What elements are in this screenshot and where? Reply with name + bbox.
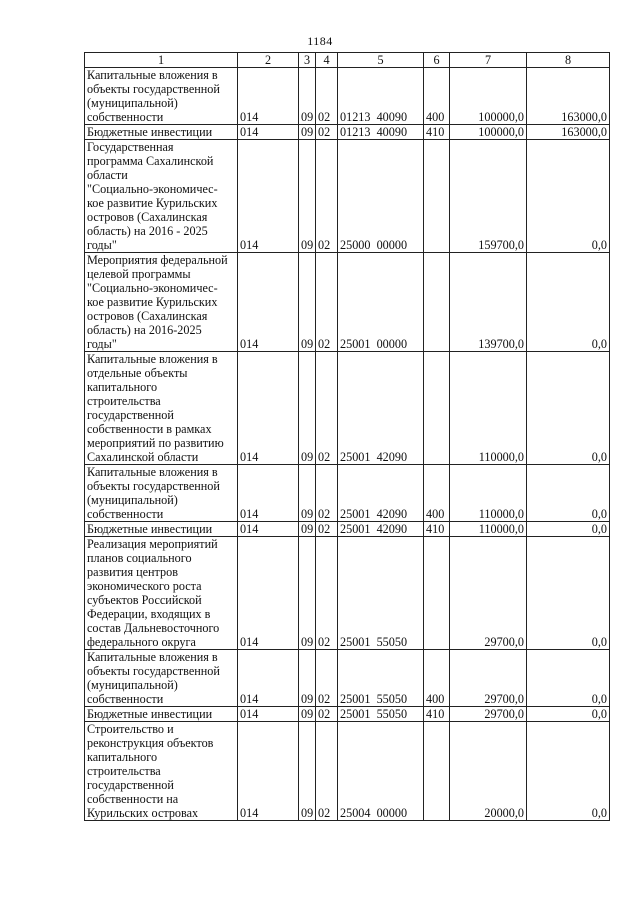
subsection-code: 02 [316, 522, 338, 537]
amount-year-1: 100000,0 [450, 125, 527, 140]
amount-year-2: 0,0 [527, 140, 610, 253]
expense-type-code [424, 352, 450, 465]
table-row [85, 125, 610, 140]
item-name-text: Капитальные вложения в объекты государственной (муниципальной) собственности [87, 68, 220, 124]
subsection-code: 02 [316, 68, 338, 125]
item-name-text: Мероприятия федеральной целевой программы "Социально-экономичес- кое развитие Курильских островов (Сахалинская область) на 2016-2025 годы" [87, 253, 228, 351]
subsection-code: 02 [316, 140, 338, 253]
ministry-code: 014 [238, 707, 299, 722]
column-header: 3 [299, 53, 316, 68]
amount-year-2: 163000,0 [527, 125, 610, 140]
amount-year-1: 110000,0 [450, 352, 527, 465]
ministry-code: 014 [238, 125, 299, 140]
table-row [85, 352, 610, 465]
amount-year-1: 139700,0 [450, 253, 527, 352]
item-name [85, 68, 238, 125]
table-row [85, 722, 610, 821]
target-article-code: 25001 00000 [338, 253, 424, 352]
table-row [85, 650, 610, 707]
amount-year-1: 100000,0 [450, 68, 527, 125]
amount-year-2: 0,0 [527, 650, 610, 707]
section-code: 09 [299, 707, 316, 722]
item-name [85, 537, 238, 650]
amount-year-1: 20000,0 [450, 722, 527, 821]
section-code: 09 [299, 522, 316, 537]
amount-year-1: 110000,0 [450, 465, 527, 522]
amount-year-2: 0,0 [527, 253, 610, 352]
section-code: 09 [299, 140, 316, 253]
item-name [85, 140, 238, 253]
subsection-code: 02 [316, 650, 338, 707]
ministry-code: 014 [238, 68, 299, 125]
amount-year-1: 29700,0 [450, 650, 527, 707]
expense-type-code: 400 [424, 68, 450, 125]
subsection-code: 02 [316, 125, 338, 140]
expense-type-code [424, 537, 450, 650]
budget-table [84, 52, 610, 821]
amount-year-2: 163000,0 [527, 68, 610, 125]
amount-year-2: 0,0 [527, 537, 610, 650]
target-article-code: 25004 00000 [338, 722, 424, 821]
amount-year-1: 159700,0 [450, 140, 527, 253]
item-name-text: Капитальные вложения в объекты государственной (муниципальной) собственности [87, 650, 220, 706]
section-code: 09 [299, 125, 316, 140]
target-article-code: 01213 40090 [338, 68, 424, 125]
target-article-code: 25001 42090 [338, 465, 424, 522]
table-row [85, 253, 610, 352]
item-name [85, 650, 238, 707]
item-name [85, 253, 238, 352]
target-article-code: 25001 42090 [338, 522, 424, 537]
item-name-text: Бюджетные инвестиции [87, 707, 213, 721]
section-code: 09 [299, 650, 316, 707]
table-body [85, 68, 610, 821]
amount-year-1: 29700,0 [450, 707, 527, 722]
column-header: 2 [238, 53, 299, 68]
table-row [85, 537, 610, 650]
subsection-code: 02 [316, 352, 338, 465]
expense-type-code: 410 [424, 522, 450, 537]
amount-year-2: 0,0 [527, 707, 610, 722]
ministry-code: 014 [238, 140, 299, 253]
amount-year-2: 0,0 [527, 722, 610, 821]
table-row [85, 140, 610, 253]
item-name-text: Государственная программа Сахалинской области "Социально-экономичес- кое развитие Курильских островов (Сахалинская область) на 2016 - 2025 годы" [87, 140, 218, 252]
table-header-row [85, 53, 610, 68]
target-article-code: 01213 40090 [338, 125, 424, 140]
subsection-code: 02 [316, 722, 338, 821]
target-article-code: 25001 55050 [338, 707, 424, 722]
expense-type-code [424, 722, 450, 821]
table-row [85, 68, 610, 125]
section-code: 09 [299, 465, 316, 522]
target-article-code: 25001 55050 [338, 650, 424, 707]
item-name [85, 125, 238, 140]
expense-type-code: 410 [424, 707, 450, 722]
ministry-code: 014 [238, 522, 299, 537]
item-name [85, 352, 238, 465]
column-header: 7 [450, 53, 527, 68]
item-name [85, 722, 238, 821]
section-code: 09 [299, 537, 316, 650]
column-header: 5 [338, 53, 424, 68]
page-number: 1184 [307, 34, 333, 48]
amount-year-1: 29700,0 [450, 537, 527, 650]
ministry-code: 014 [238, 537, 299, 650]
item-name-text: Бюджетные инвестиции [87, 522, 213, 536]
ministry-code: 014 [238, 253, 299, 352]
subsection-code: 02 [316, 465, 338, 522]
target-article-code: 25001 42090 [338, 352, 424, 465]
target-article-code: 25000 00000 [338, 140, 424, 253]
ministry-code: 014 [238, 650, 299, 707]
subsection-code: 02 [316, 707, 338, 722]
ministry-code: 014 [238, 465, 299, 522]
ministry-code: 014 [238, 722, 299, 821]
amount-year-2: 0,0 [527, 352, 610, 465]
amount-year-2: 0,0 [527, 522, 610, 537]
subsection-code: 02 [316, 253, 338, 352]
item-name-text: Реализация мероприятий планов социального развития центров экономического роста субъектов Российской Федерации, входящих в состав Дальневосточного федерального округа [87, 537, 220, 649]
item-name [85, 707, 238, 722]
item-name-text: Бюджетные инвестиции [87, 125, 213, 139]
column-header: 8 [527, 53, 610, 68]
expense-type-code: 400 [424, 465, 450, 522]
scan-noise [200, 880, 500, 886]
expense-type-code: 410 [424, 125, 450, 140]
item-name-text: Капитальные вложения в отдельные объекты капитального строительства государственной собственности в рамках мероприятий по развитию Сахалинской области [87, 352, 224, 464]
item-name [85, 465, 238, 522]
expense-type-code [424, 253, 450, 352]
section-code: 09 [299, 352, 316, 465]
item-name-text: Капитальные вложения в объекты государственной (муниципальной) собственности [87, 465, 220, 521]
subsection-code: 02 [316, 537, 338, 650]
amount-year-1: 110000,0 [450, 522, 527, 537]
ministry-code: 014 [238, 352, 299, 465]
column-header: 1 [85, 53, 238, 68]
section-code: 09 [299, 722, 316, 821]
expense-type-code: 400 [424, 650, 450, 707]
amount-year-2: 0,0 [527, 465, 610, 522]
target-article-code: 25001 55050 [338, 537, 424, 650]
column-header: 6 [424, 53, 450, 68]
table-row [85, 465, 610, 522]
table-row [85, 522, 610, 537]
item-name [85, 522, 238, 537]
expense-type-code [424, 140, 450, 253]
item-name-text: Строительство и реконструкция объектов капитального строительства государственной собственности на Курильских островах [87, 722, 214, 820]
table-row [85, 707, 610, 722]
section-code: 09 [299, 68, 316, 125]
section-code: 09 [299, 253, 316, 352]
column-header: 4 [316, 53, 338, 68]
